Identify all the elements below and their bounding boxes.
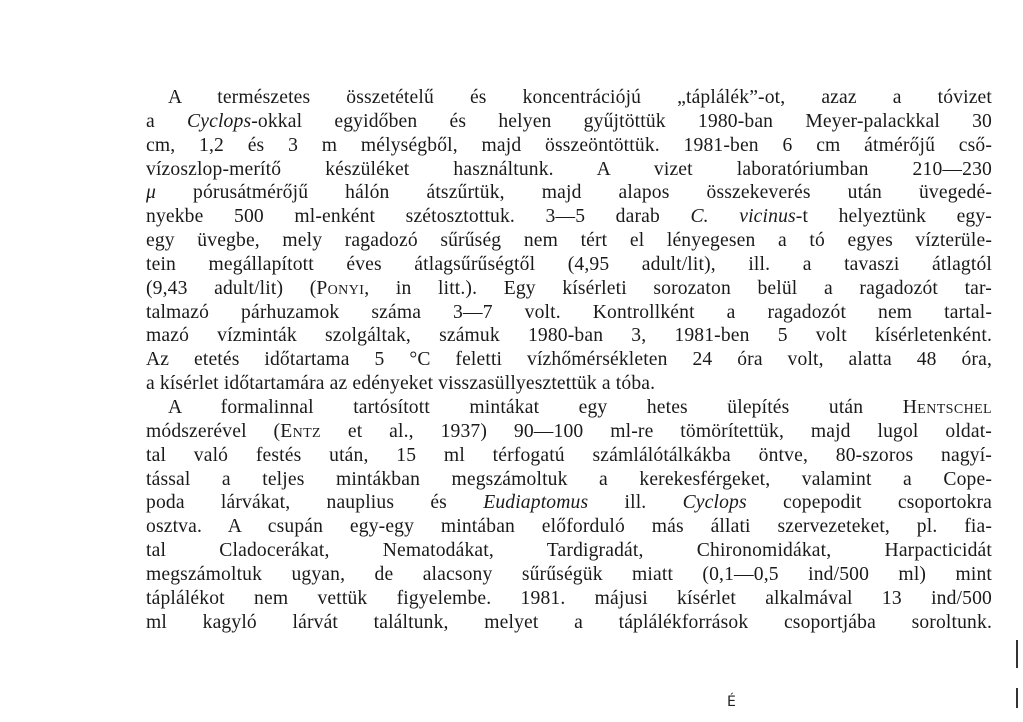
text-run: et al., 1937) 90—100 ml-re tömörítettük, majd lugol oldat-	[321, 420, 992, 442]
text-line	[146, 563, 992, 587]
page-mark: É	[727, 694, 736, 710]
text-run: Az etetés időtartama 5 °C feletti vízhőmérsékleten 24 óra volt, alatta 48 óra,	[146, 349, 992, 371]
text-line	[146, 253, 992, 277]
text-line	[146, 277, 992, 301]
text-run: osztva. A csupán egy-egy mintában előforduló más állati szervezeteket, pl. fia-	[146, 516, 992, 538]
text-run: a kísérlet időtartamára az edényeket visszasüllyesztettük a tóba.	[146, 373, 656, 395]
text-line	[146, 158, 992, 182]
text-run: cm, 1,2 és 3 m mélységből, majd összeöntöttük. 1981-ben 6 cm átmérőjű cső-	[146, 134, 992, 156]
text-line	[146, 134, 992, 158]
text-run: ml kagyló lárvát találtunk, melyet a táplálékforrások csoportjába soroltunk.	[146, 611, 992, 633]
text-run: tal Cladocerákat, Nematodákat, Tardigradát, Chironomidákat, Harpacticidát	[146, 540, 992, 562]
text-run: a	[146, 110, 188, 132]
text-line	[146, 515, 992, 539]
text-line	[146, 301, 992, 325]
scan-edge-mark	[1016, 688, 1018, 708]
text-run: ill.	[588, 492, 683, 514]
text-line	[146, 110, 992, 134]
text-run: (9,43 adult/lit) (	[146, 277, 317, 299]
text-run: -okkal egyidőben és helyen gyűjtöttük 1980-ban Meyer-palackkal 30	[251, 110, 992, 132]
text-run: tal való festés után, 15 ml térfogatú számlálótálkákba öntve, 80-szoros nagyí-	[146, 444, 992, 466]
text-run: módszerével (	[146, 420, 281, 442]
text-line	[146, 324, 992, 348]
text-line	[146, 420, 992, 444]
text-run: tein megállapított éves átlagsűrűségtől (4,95 adult/lit), ill. a tavaszi átlagtól	[146, 253, 992, 275]
author-name: Entz	[280, 420, 321, 442]
text-run: -t helyeztünk egy-	[795, 206, 992, 228]
text-run: talmazó párhuzamok száma 3—7 volt. Kontrollként a ragadozót nem tartal-	[146, 301, 992, 323]
text-run: , in litt.). Egy kísérleti sorozaton belül a ragadozót tar-	[364, 277, 992, 299]
text-line	[146, 468, 992, 492]
scan-edge-mark	[1016, 640, 1018, 668]
text-run: copepodit csoportokra	[746, 492, 992, 514]
text-line	[146, 444, 992, 468]
text-run: vízoszlop-merítő készüléket használtunk. A vizet laboratóriumban 210—230	[146, 158, 992, 180]
text-run: poda lárvákat, nauplius és	[146, 492, 484, 514]
italic-term: Eudiaptomus	[483, 492, 589, 514]
italic-term: Cyclops	[187, 110, 252, 132]
text-line	[146, 587, 992, 611]
text-line	[146, 229, 992, 253]
text-line	[146, 205, 992, 229]
text-run: A természetes összetételű és koncentrációjú „táplálék”-ot, azaz a tóvizet	[168, 87, 992, 108]
text-line	[146, 611, 992, 635]
text-run: mazó vízminták szolgáltak, számuk 1980-ban 3, 1981-ben 5 volt kísérletenként.	[146, 325, 992, 347]
text-line	[146, 372, 992, 396]
text-line	[146, 348, 992, 372]
author-name: Hentschel	[902, 396, 992, 418]
paragraph-methods-sampling	[146, 86, 992, 396]
italic-term: C. vicinus	[690, 206, 796, 228]
italic-term: μ	[146, 182, 156, 204]
text-line	[146, 539, 992, 563]
text-run: pórusátmérőjű hálón átszűrtük, majd alapos összekeverés után üvegedé-	[156, 182, 992, 204]
text-run: egy üvegbe, mely ragadozó sűrűség nem tért el lényegesen a tó egyes vízterüle-	[146, 230, 992, 252]
text-run: táplálékot nem vettük figyelembe. 1981. májusi kísérlet alkalmával 13 ind/500	[146, 587, 992, 609]
text-line	[146, 396, 992, 420]
text-run: nyekbe 500 ml-enként szétosztottuk. 3—5 darab	[146, 206, 691, 228]
text-run: tással a teljes mintákban megszámoltuk a kerekesférgeket, valamint a Cope-	[146, 468, 992, 490]
text-line	[146, 181, 992, 205]
document-body	[146, 86, 992, 634]
paragraph-methods-counting	[146, 396, 992, 634]
italic-term: Cyclops	[682, 492, 747, 514]
text-run: megszámoltuk ugyan, de alacsony sűrűségük miatt (0,1—0,5 ind/500 ml) mint	[146, 563, 992, 585]
author-name: Ponyi	[316, 277, 365, 299]
text-run: A formalinnal tartósított mintákat egy hetes ülepítés után	[168, 396, 903, 418]
text-line	[146, 491, 992, 515]
text-line	[146, 86, 992, 110]
